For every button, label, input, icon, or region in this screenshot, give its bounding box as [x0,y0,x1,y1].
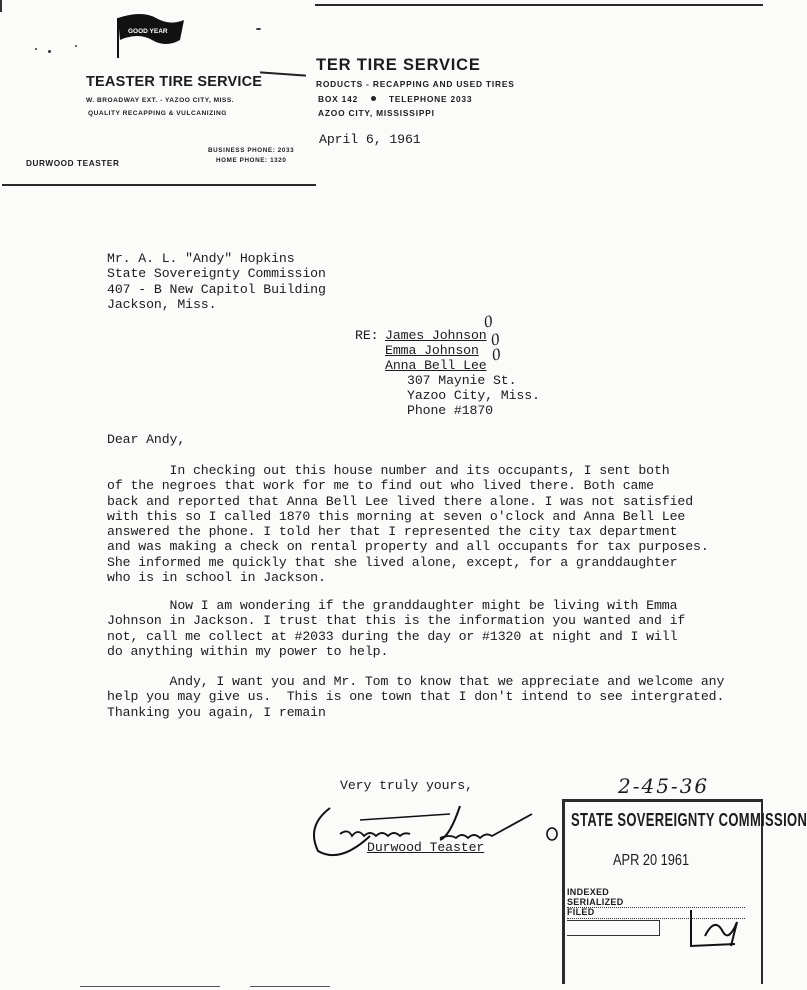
recipient-line: Mr. A. L. "Andy" Hopkins [107,251,295,266]
body-line: back and reported that Anna Bell Lee lived there alone. I was not satisfied [107,493,694,509]
right-city: AZOO CITY, MISSISSIPPI [318,108,435,118]
stamp-indexed: INDEXED [567,887,610,897]
business-phone: BUSINESS PHONE: 2033 [208,147,295,154]
body-line: In checking out this house number and its occupants, I sent both [107,463,670,478]
body-line: and was making a check on rental property and all occupants for tax purposes. [107,539,709,555]
body-line: of the negroes that work for me to find out who lived there. Both came [107,478,654,494]
scan-speck [256,28,261,30]
handwritten-mark: 0 [489,329,502,350]
stamp-box-line [567,920,660,936]
handwritten-file-number: 2-45-36 [618,774,710,798]
body-paragraph [107,674,724,720]
re-address: 307 Maynie St. [407,373,517,388]
recipient-line: 407 - B New Capitol Building [107,281,326,297]
right-telephone: TELEPHONE 2033 [389,94,473,104]
stamp-serialized: SERIALIZED [567,898,745,909]
body-paragraph [107,598,685,659]
recipient-line: State Sovereignty Commission [107,266,326,282]
body-line: She informed me quickly that she lived alone, except, for a granddaughter [107,554,678,570]
re-name: Emma Johnson [385,343,479,358]
right-products: RODUCTS - RECAPPING AND USED TIRES [316,79,515,89]
scan-speck [75,45,77,47]
left-edge-mark [0,0,2,12]
body-line: not, call me collect at #2033 during the day or #1320 at night and I will [107,628,678,644]
scan-speck [48,50,51,53]
re-address: Yazoo City, Miss. [407,388,540,403]
bottom-rule [80,986,220,987]
home-phone: HOME PHONE: 1320 [216,157,287,164]
stamp-filed: FILED [567,908,745,919]
body-paragraph [107,463,709,585]
body-line: help you may give us. This is one town that I don't intend to see intergrated. [107,689,725,705]
bullet-icon [371,96,376,101]
owner-name: DURWOOD TEASTER [26,159,120,168]
logo-text: GOOD YEAR [128,28,168,35]
right-box: BOX 142 [318,94,359,104]
stamp-initials-icon [685,906,749,952]
scan-speck [35,48,37,50]
salutation: Dear Andy, [107,432,186,447]
body-line: answered the phone. I told her that I represented the city tax department [107,524,678,540]
letterhead-rule [2,184,316,186]
letterhead-dash [260,71,306,76]
re-name: Anna Bell Lee [385,358,487,373]
closing: Very truly yours, [340,778,473,793]
left-company-name: TEASTER TIRE SERVICE [86,74,263,90]
body-line: who is in school in Jackson. [107,570,326,586]
bottom-rule [250,986,330,987]
left-address: W. BROADWAY EXT. - YAZOO CITY, MISS. [86,97,235,104]
recipient-line: Jackson, Miss. [107,296,217,312]
signature-icon [300,796,570,866]
top-rule [315,4,763,6]
re-name: James Johnson [385,328,487,343]
left-services: QUALITY RECAPPING & VULCANIZING [88,110,227,117]
goodyear-logo-icon [112,10,188,60]
commission-stamp [562,799,807,984]
body-line: Johnson in Jackson. I trust that this is the information you wanted and if [107,613,686,629]
re-address: Phone #1870 [407,403,493,418]
handwritten-mark: 0 [482,311,495,332]
body-line: Andy, I want you and Mr. Tom to know that we appreciate and welcome any [107,674,725,689]
body-line: with this so I called 1870 this morning at seven o'clock and Anna Bell Lee [107,508,686,524]
re-label: RE: [355,328,379,343]
body-line: Thanking you again, I remain [107,704,326,720]
right-company-name: TER TIRE SERVICE [316,56,481,74]
body-line: Now I am wondering if the granddaughter might be living with Emma [107,598,678,613]
stamp-date: APR 20 1961 [613,852,690,869]
stamp-title: STATE SOVEREIGNTY COMMISSION [571,810,807,830]
recipient-block [107,251,326,312]
signer-name: Durwood Teaster [367,840,485,855]
body-line: do anything within my power to help. [107,643,389,659]
letter-date: April 6, 1961 [319,132,421,147]
handwritten-mark: 0 [490,344,503,365]
